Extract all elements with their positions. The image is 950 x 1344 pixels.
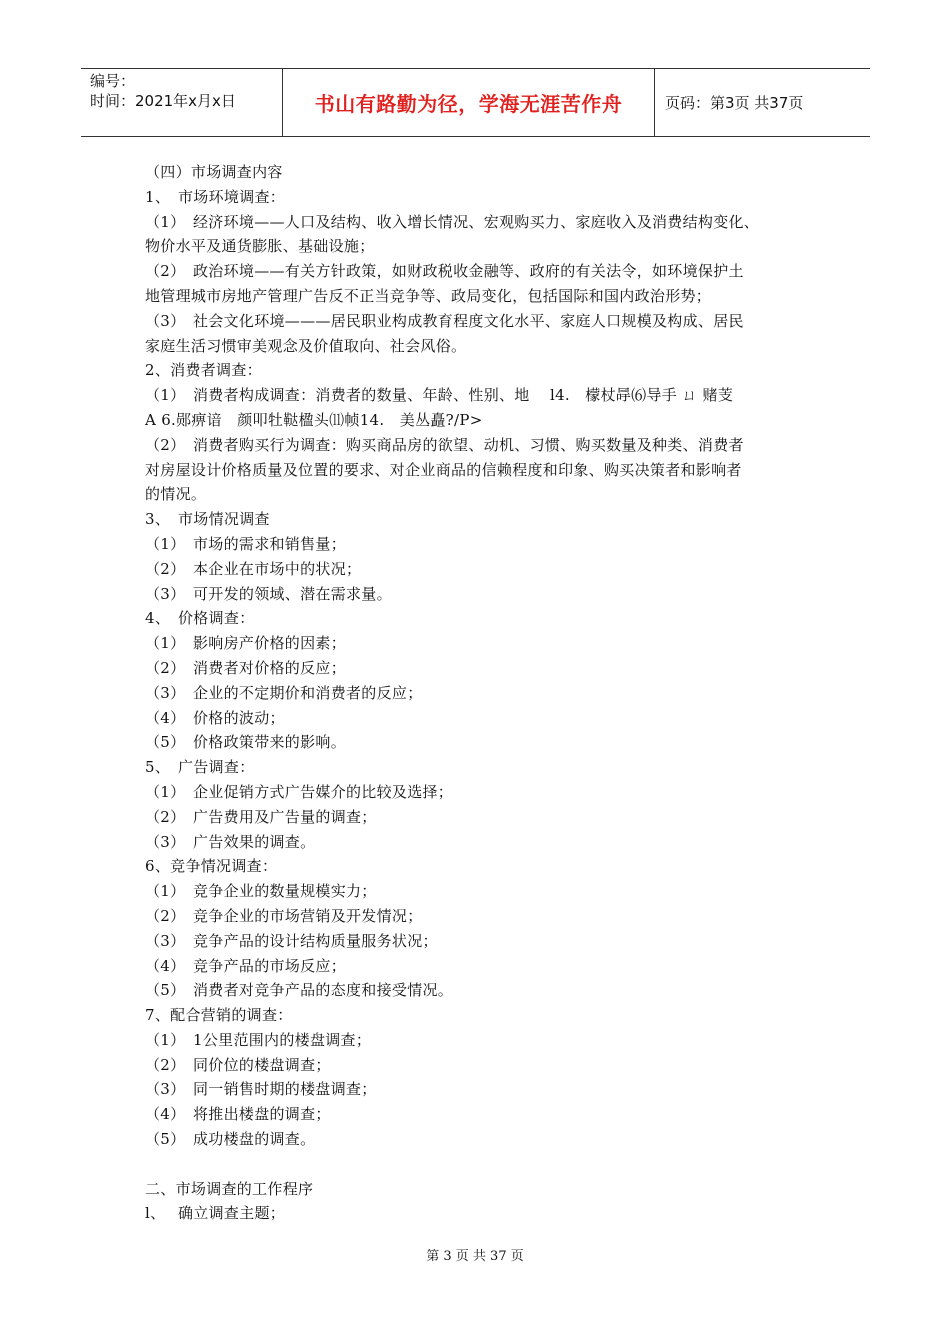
item-1-3-cont: 家庭生活习惯审美观念及价值取向、社会风俗。 xyxy=(145,336,467,355)
item-2-1-cont: A 6.郧痹谙 颜叩牡鞑楹头⑾帧14. 美丛矗?/P> xyxy=(145,410,483,429)
heading-6: 6、竞争情况调查： xyxy=(145,857,278,876)
page-info: 页码：第3页 共37页 xyxy=(665,94,804,112)
list-item: （2） 消费者对价格的反应； xyxy=(145,658,347,677)
list-item: （2） 广告费用及广告量的调查； xyxy=(145,807,377,826)
heading-4: 4、 价格调查： xyxy=(145,609,255,628)
list-item: （1） 影响房产价格的因素； xyxy=(145,634,347,653)
item-1-2-cont: 地管理城市房地产管理广告反不正当竞争等、政局变化，包括国际和国内政治形势； xyxy=(145,286,712,305)
motto-text: 书山有路勤为径，学海无涯苦作舟 xyxy=(314,92,623,116)
heading-1: 1、 市场环境调查： xyxy=(145,187,286,206)
part-2-title: 二、市场调查的工作程序 xyxy=(145,1179,314,1198)
item-1-1-cont: 物价水平及通货膨胀、基础设施； xyxy=(145,237,375,256)
list-item: （1） 1公里范围内的楼盘调查； xyxy=(145,1030,372,1049)
item-1-1: （1） 经济环境——人口及结构、收入增长情况、宏观购买力、家庭收入及消费结构变化、 xyxy=(145,212,760,231)
heading-3: 3、 市场情况调查 xyxy=(145,510,270,529)
header-page-cell xyxy=(655,69,870,136)
list-item: （3） 可开发的领域、潜在需求量。 xyxy=(145,584,392,603)
list-item: （1） 市场的需求和销售量； xyxy=(145,534,347,553)
item-1-3: （3） 社会文化环境———居民职业构成教育程度文化水平、家庭人口规模及构成、居民 xyxy=(145,311,744,330)
document-body xyxy=(145,160,825,1226)
item-1-2: （2） 政治环境——有关方针政策，如财政税收金融等、政府的有关法令，如环境保护土 xyxy=(145,262,744,281)
heading-5: 5、 广告调查： xyxy=(145,758,255,777)
list-item: （1） 企业促销方式广告媒介的比较及选择； xyxy=(145,782,454,801)
list-item: （4） 竞争产品的市场反应； xyxy=(145,956,347,975)
list-item: （5） 消费者对竞争产品的态度和接受情况。 xyxy=(145,981,454,1000)
list-item: （3） 企业的不定期价和消费者的反应； xyxy=(145,683,423,702)
heading-7: 7、配合营销的调查： xyxy=(145,1006,293,1025)
list-item: （2） 本企业在市场中的状况； xyxy=(145,559,362,578)
header-motto-cell xyxy=(283,69,655,136)
list-item: （4） 将推出楼盘的调查； xyxy=(145,1105,331,1124)
list-item: （2） 同价位的楼盘调查； xyxy=(145,1055,331,1074)
list-item: （4） 价格的波动； xyxy=(145,708,285,727)
list-item: （1） 竞争企业的数量规模实力； xyxy=(145,882,377,901)
page-footer: 第 3 页 共 37 页 xyxy=(426,1249,524,1264)
heading-2: 2、消费者调查： xyxy=(145,361,262,380)
list-item: （2） 竞争企业的市场营销及开发情况； xyxy=(145,906,423,925)
page-header xyxy=(81,68,870,137)
time-label: 时间：2021年x月x日 xyxy=(90,92,236,110)
list-item: （3） 竞争产品的设计结构质量服务状况； xyxy=(145,931,438,950)
part-2-step-1: l、 确立调查主题； xyxy=(145,1204,286,1223)
list-item: （3） 广告效果的调查。 xyxy=(145,832,316,851)
list-item: （5） 价格政策带来的影响。 xyxy=(145,733,347,752)
item-2-2-cont: 对房屋设计价格质量及位置的要求、对企业商品的信赖程度和印象、购买决策者和影响者 xyxy=(145,460,742,479)
blank-line xyxy=(145,1152,825,1177)
item-2-2-cont2: 的情况。 xyxy=(145,485,207,504)
item-2-2: （2） 消费者购买行为调查：购买商品房的欲望、动机、习惯、购买数量及种类、消费者 xyxy=(145,435,744,454)
section-title: （四）市场调查内容 xyxy=(145,163,283,181)
list-item: （5） 成功楼盘的调查。 xyxy=(145,1130,316,1149)
list-item: （3） 同一销售时期的楼盘调查； xyxy=(145,1080,377,1099)
item-2-1: （1） 消费者构成调查：消费者的数量、年龄、性别、地 l4. 檬杖冔⑹导手 ㄩ 赌芰 xyxy=(145,386,734,405)
header-meta-cell xyxy=(81,69,283,136)
code-label: 编号： xyxy=(90,72,136,90)
